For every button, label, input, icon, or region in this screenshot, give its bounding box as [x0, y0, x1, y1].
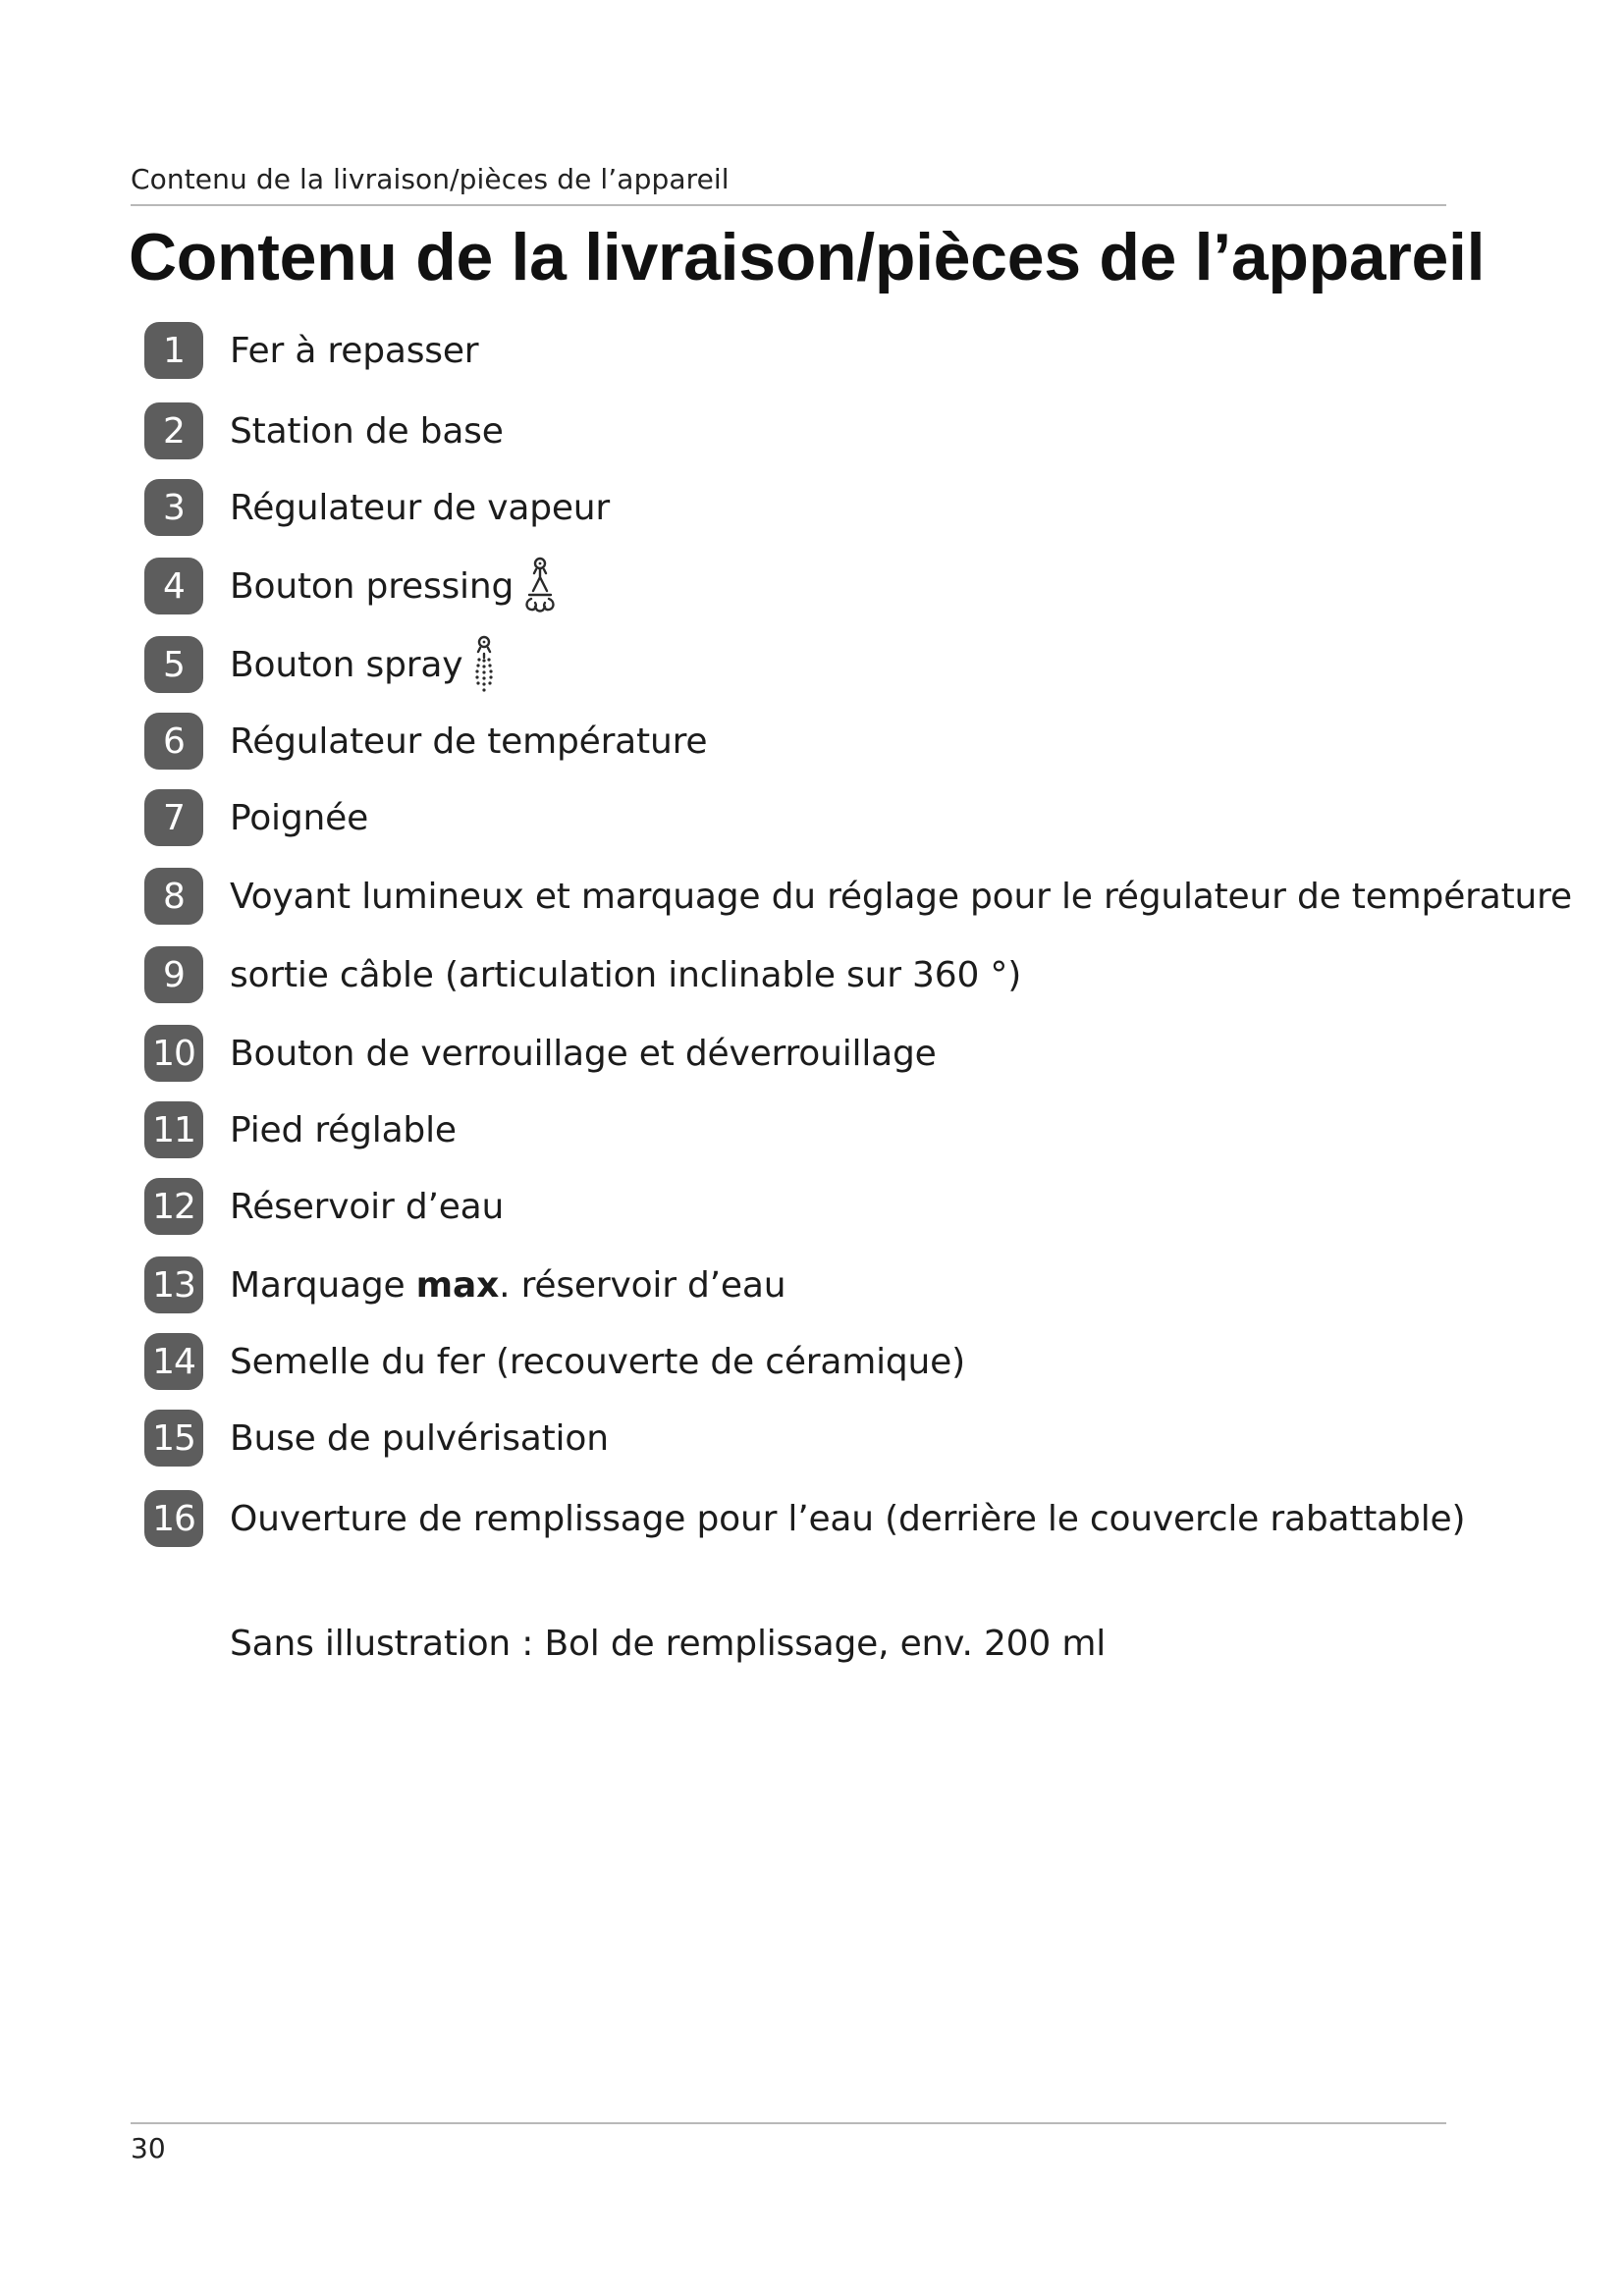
- list-item: [144, 1178, 504, 1235]
- running-header: Contenu de la livraison/pièces de l’appareil: [131, 163, 730, 195]
- list-item: [144, 1101, 457, 1158]
- list-item: [144, 1256, 785, 1313]
- item-number-badge: 7: [144, 789, 203, 846]
- header-rule: [131, 204, 1446, 206]
- item-number-badge: 4: [144, 558, 203, 614]
- item-label: Voyant lumineux et marquage du réglage pour le régulateur de température: [230, 876, 1572, 917]
- spray-icon: [470, 634, 498, 695]
- list-item: [144, 1025, 937, 1082]
- item-label-suffix: . réservoir d’eau: [499, 1264, 786, 1306]
- page-title: Contenu de la livraison/pièces de l’appareil: [129, 220, 1486, 294]
- item-label: Poignée: [230, 797, 369, 838]
- list-item: [144, 479, 610, 536]
- list-item: [144, 558, 559, 614]
- item-label: Buse de pulvérisation: [230, 1417, 609, 1459]
- footer-rule: [131, 2122, 1446, 2124]
- list-item: [144, 1333, 965, 1390]
- list-item: [144, 868, 1572, 925]
- item-number-badge: 6: [144, 713, 203, 770]
- steam-burst-icon: [521, 556, 559, 616]
- list-item: [144, 636, 498, 693]
- item-label: Bouton spray: [230, 644, 463, 685]
- item-label: Station de base: [230, 410, 504, 452]
- item-number-badge: 12: [144, 1178, 203, 1235]
- item-label-prefix: Marquage: [230, 1264, 416, 1306]
- item-label: Ouverture de remplissage pour l’eau (derrière le couvercle rabattable): [230, 1498, 1466, 1539]
- list-item: [144, 1410, 609, 1467]
- item-number-badge: 10: [144, 1025, 203, 1082]
- item-label: Pied réglable: [230, 1109, 457, 1150]
- item-label: Bouton pressing: [230, 565, 514, 607]
- item-number-badge: 2: [144, 402, 203, 459]
- list-item: [144, 946, 1021, 1003]
- list-item: [144, 1490, 1465, 1547]
- note-text: Sans illustration : Bol de remplissage, env. 200 ml: [230, 1624, 1106, 1664]
- item-number-badge: 16: [144, 1490, 203, 1547]
- item-number-badge: 3: [144, 479, 203, 536]
- item-label: Régulateur de vapeur: [230, 487, 611, 528]
- item-number-badge: 11: [144, 1101, 203, 1158]
- list-item: [144, 402, 504, 459]
- list-item: [144, 789, 368, 846]
- item-number-badge: 15: [144, 1410, 203, 1467]
- item-label-bold: max: [415, 1264, 500, 1306]
- page-number: 30: [131, 2132, 166, 2164]
- item-label: Semelle du fer (recouverte de céramique): [230, 1341, 965, 1382]
- item-number-badge: 14: [144, 1333, 203, 1390]
- item-label: [230, 1265, 785, 1306]
- item-label: sortie câble (articulation inclinable sur 360 °): [230, 954, 1022, 995]
- list-item: [144, 713, 707, 770]
- item-label: Régulateur de température: [230, 721, 708, 762]
- item-number-badge: 1: [144, 322, 203, 379]
- item-number-badge: 5: [144, 636, 203, 693]
- item-number-badge: 13: [144, 1256, 203, 1313]
- item-number-badge: 8: [144, 868, 203, 925]
- item-label: Fer à repasser: [230, 330, 479, 371]
- item-label: Réservoir d’eau: [230, 1186, 505, 1227]
- list-item: [144, 322, 478, 379]
- item-label: Bouton de verrouillage et déverrouillage: [230, 1033, 937, 1074]
- item-number-badge: 9: [144, 946, 203, 1003]
